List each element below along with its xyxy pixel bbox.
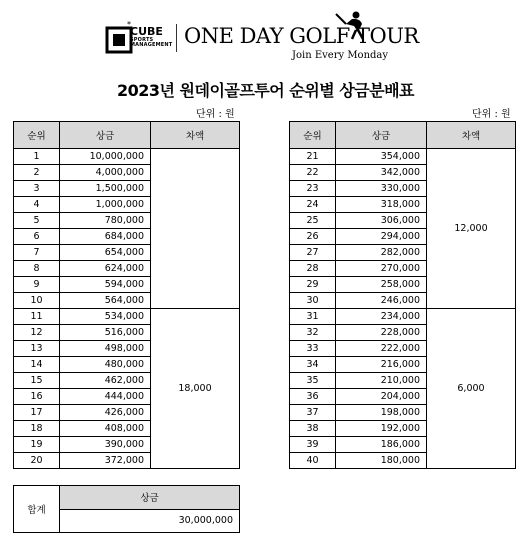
prize-cell: 462,000 [60,373,151,389]
prize-cell: 426,000 [60,405,151,421]
rank-cell: 2 [14,165,60,181]
prize-cell: 534,000 [60,309,151,325]
prize-cell: 390,000 [60,437,151,453]
prize-cell: 204,000 [336,389,427,405]
prize-cell: 498,000 [60,341,151,357]
table-row [290,149,516,165]
unit-label-right: 단위 : 원 [472,109,511,120]
rank-cell: 9 [14,277,60,293]
prize-cell: 594,000 [60,277,151,293]
rank-cell: 4 [14,197,60,213]
prize-cell: 10,000,000 [60,149,151,165]
prize-table-right [289,121,516,469]
svg-text:*: * [127,20,131,29]
prize-cell: 444,000 [60,389,151,405]
rank-cell: 34 [290,357,336,373]
rank-cell: 37 [290,405,336,421]
prize-cell: 210,000 [336,373,427,389]
rank-cell: 10 [14,293,60,309]
diff-cell: 6,000 [427,309,516,469]
header-prize: 상금 [60,122,151,149]
diff-cell [151,149,240,309]
rank-cell: 32 [290,325,336,341]
prize-cell: 372,000 [60,453,151,469]
total-table [13,485,240,533]
prize-cell: 780,000 [60,213,151,229]
prize-cell: 270,000 [336,261,427,277]
logo-header [100,10,419,66]
rank-cell: 35 [290,373,336,389]
rank-cell: 36 [290,389,336,405]
rank-cell: 28 [290,261,336,277]
prize-cell: 192,000 [336,421,427,437]
rank-cell: 3 [14,181,60,197]
rank-cell: 13 [14,341,60,357]
prize-cell: 216,000 [336,357,427,373]
prize-cell: 4,000,000 [60,165,151,181]
prize-cell: 1,000,000 [60,197,151,213]
rank-cell: 27 [290,245,336,261]
prize-cell: 684,000 [60,229,151,245]
rank-cell: 18 [14,421,60,437]
prize-cell: 258,000 [336,277,427,293]
prize-cell: 228,000 [336,325,427,341]
prize-cell: 624,000 [60,261,151,277]
prize-cell: 186,000 [336,437,427,453]
prize-cell: 354,000 [336,149,427,165]
brand-name: ONE DAY GOLF TOUR [184,24,419,48]
prize-table-left [13,121,240,469]
diff-cell: 12,000 [427,149,516,309]
rank-cell: 1 [14,149,60,165]
cube-sub-text-1: SPORTS [130,37,154,43]
rank-cell: 39 [290,437,336,453]
prize-cell: 282,000 [336,245,427,261]
prize-cell: 306,000 [336,213,427,229]
prize-cell: 234,000 [336,309,427,325]
prize-cell: 342,000 [336,165,427,181]
prize-cell: 318,000 [336,197,427,213]
total-value: 30,000,000 [60,509,240,533]
rank-cell: 22 [290,165,336,181]
prize-cell: 516,000 [60,325,151,341]
prize-cell: 198,000 [336,405,427,421]
table-row [14,309,240,325]
header-prize: 상금 [336,122,427,149]
prize-cell: 180,000 [336,453,427,469]
prize-cell: 564,000 [60,293,151,309]
prize-cell: 1,500,000 [60,181,151,197]
rank-cell: 33 [290,341,336,357]
rank-cell: 40 [290,453,336,469]
rank-cell: 7 [14,245,60,261]
table-row [14,149,240,165]
rank-cell: 25 [290,213,336,229]
header-diff: 차액 [151,122,240,149]
rank-cell: 16 [14,389,60,405]
total-label: 합계 [14,486,60,533]
prize-cell: 246,000 [336,293,427,309]
rank-cell: 19 [14,437,60,453]
diff-cell: 18,000 [151,309,240,469]
total-header: 상금 [60,486,240,510]
cube-sub-text-2: MANAGEMENT [130,42,173,48]
rank-cell: 15 [14,373,60,389]
rank-cell: 20 [14,453,60,469]
unit-label-left: 단위 : 원 [196,109,235,120]
prize-cell: 408,000 [60,421,151,437]
prize-cell: 480,000 [60,357,151,373]
cube-main-text: CUBE [130,25,163,38]
page-title: 2023년 원데이골프투어 순위별 상금분배표 [116,81,415,100]
rank-cell: 23 [290,181,336,197]
rank-cell: 38 [290,421,336,437]
prize-cell: 222,000 [336,341,427,357]
rank-cell: 8 [14,261,60,277]
prize-cell: 654,000 [60,245,151,261]
prize-cell: 330,000 [336,181,427,197]
rank-cell: 17 [14,405,60,421]
header-diff: 차액 [427,122,516,149]
rank-cell: 6 [14,229,60,245]
header-rank: 순위 [14,122,60,149]
rank-cell: 14 [14,357,60,373]
rank-cell: 11 [14,309,60,325]
logo-divider [176,24,177,52]
cube-brand-text [130,22,172,48]
rank-cell: 26 [290,229,336,245]
rank-cell: 24 [290,197,336,213]
prize-cell: 294,000 [336,229,427,245]
rank-cell: 21 [290,149,336,165]
rank-cell: 30 [290,293,336,309]
brand-tagline: Join Every Monday [292,50,389,61]
table-row [290,309,516,325]
rank-cell: 12 [14,325,60,341]
rank-cell: 5 [14,213,60,229]
rank-cell: 31 [290,309,336,325]
header-rank: 순위 [290,122,336,149]
rank-cell: 29 [290,277,336,293]
